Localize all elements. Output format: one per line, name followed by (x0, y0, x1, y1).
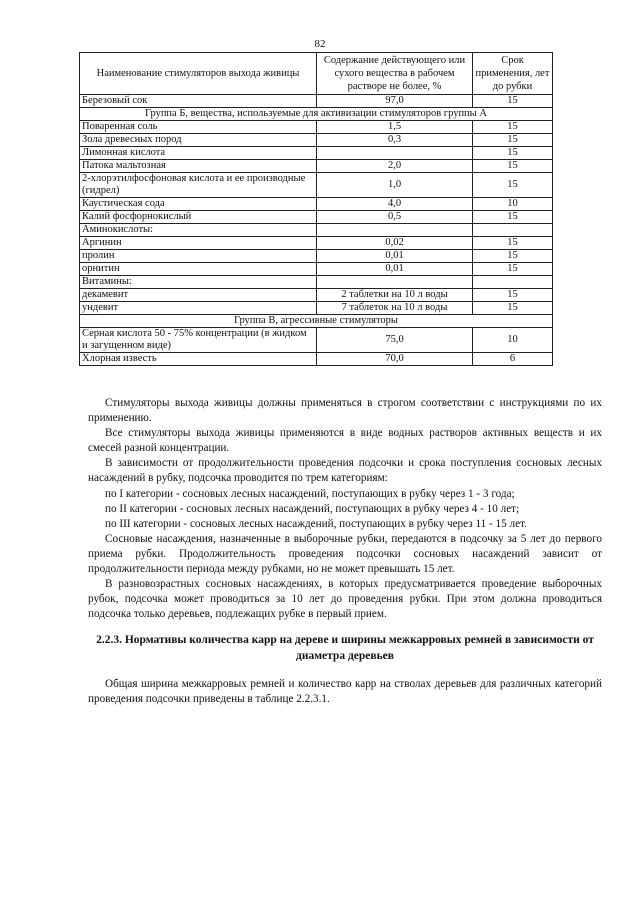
section-text-block (88, 677, 602, 707)
category-item: по II категории - сосновых лесных насаждений, поступающих в рубку через 4 - 10 лет; (105, 502, 520, 515)
section-heading: 2.2.3. Нормативы количества карр на дереве и ширины межкарровых ремней в зависимости от диаметра деревьев (96, 634, 594, 662)
cell-term: 15 (473, 289, 553, 302)
cell-term (473, 276, 553, 289)
group-label: Группа В, агрессивные стимуляторы (80, 315, 553, 328)
category-item: по I категории - сосновых лесных насаждений, поступающих в рубку через 1 - 3 года; (105, 487, 515, 500)
cell-term: 15 (473, 160, 553, 173)
cell-content: 0,3 (317, 134, 473, 147)
cell-name: декамевит (80, 289, 317, 302)
stimulators-table (79, 52, 553, 366)
table-row (80, 250, 553, 263)
cell-term (473, 224, 553, 237)
cell-content: 75,0 (317, 328, 473, 353)
table-row (80, 211, 553, 224)
cell-content: 2 таблетки на 10 л воды (317, 289, 473, 302)
header-name: Наименование стимуляторов выхода живицы (80, 53, 317, 95)
group-label: Группа Б, вещества, используемые для активизации стимуляторов группы А (80, 108, 553, 121)
cell-term: 6 (473, 353, 553, 366)
table-row (80, 121, 553, 134)
cell-content: 1,0 (317, 173, 473, 198)
table-row (80, 263, 553, 276)
table-row (80, 237, 553, 250)
table-row (80, 276, 553, 289)
cell-term: 10 (473, 198, 553, 211)
table-row (80, 134, 553, 147)
table-row (80, 289, 553, 302)
cell-name: ундевит (80, 302, 317, 315)
cell-content: 2,0 (317, 160, 473, 173)
table-row (80, 353, 553, 366)
header-content: Содержание действующего или сухого вещества в рабочем растворе не более, % (317, 53, 473, 95)
cell-name: Калий фосфорнокислый (80, 211, 317, 224)
cell-name: Витамины: (80, 276, 317, 289)
category-item: по III категории - сосновых лесных насаждений, поступающих в рубку через 11 - 15 лет. (105, 517, 527, 530)
cell-name: Аминокислоты: (80, 224, 317, 237)
table-group-row (80, 315, 553, 328)
body-text (88, 396, 602, 622)
cell-content: 7 таблеток на 10 л воды (317, 302, 473, 315)
paragraph: Все стимуляторы выхода живицы применяются в виде водных растворов активных веществ и их смесей разной концентрации. (88, 427, 602, 455)
table-row (80, 302, 553, 315)
cell-name: пролин (80, 250, 317, 263)
header-term: Срок применения, лет до рубки (473, 53, 553, 95)
cell-term: 15 (473, 263, 553, 276)
cell-term: 15 (473, 302, 553, 315)
paragraph: В разновозрастных сосновых насаждениях, в которых предусматривается проведение выборочных рубок, подсочка может проводиться за 10 лет до проведения рубки. При этом должна проводиться подсочка только деревьев, подлежащих рубке в первый прием. (88, 578, 602, 621)
cell-term: 15 (473, 237, 553, 250)
cell-name: Поваренная соль (80, 121, 317, 134)
cell-content: 4,0 (317, 198, 473, 211)
cell-term: 15 (473, 134, 553, 147)
table-row (80, 328, 553, 353)
table-row (80, 198, 553, 211)
paragraph: Общая ширина межкарровых ремней и количество карр на стволах деревьев для различных категорий проведения подсочки приведены в таблице 2.2.3.1. (88, 678, 602, 706)
paragraph: В зависимости от продолжительности проведения подсочки и срока поступления сосновых лесных насаждений в рубку, подсочка проводится по трем категориям: (88, 457, 602, 485)
cell-content: 0,02 (317, 237, 473, 250)
cell-content: 1,5 (317, 121, 473, 134)
cell-term: 15 (473, 95, 553, 108)
cell-term: 15 (473, 121, 553, 134)
cell-name: Каустическая сода (80, 198, 317, 211)
cell-name: Лимонная кислота (80, 147, 317, 160)
cell-content: 70,0 (317, 353, 473, 366)
cell-content (317, 224, 473, 237)
cell-name: Хлорная известь (80, 353, 317, 366)
cell-term: 10 (473, 328, 553, 353)
cell-name: Зола древесных пород (80, 134, 317, 147)
table-row (80, 173, 553, 198)
cell-term: 15 (473, 173, 553, 198)
paragraph: Стимуляторы выхода живицы должны применяться в строгом соответствии с инструкциями по их применению. (88, 397, 602, 425)
table-row (80, 224, 553, 237)
table-row (80, 147, 553, 160)
paragraph: Сосновые насаждения, назначенные в выборочные рубки, передаются в подсочку за 5 лет до первого приема рубки. Продолжительность проведения подсочки сосновых насаждений зависит от продолжительности периода между рубками, но не может превышать 15 лет. (88, 532, 602, 576)
cell-name: 2-хлорэтилфосфоновая кислота и ее производные (гидрел) (80, 173, 317, 198)
cell-content: 97,0 (317, 95, 473, 108)
table-row (80, 160, 553, 173)
page-number: 82 (314, 38, 326, 50)
table-row (80, 95, 553, 108)
cell-name: Березовый сок (80, 95, 317, 108)
table-group-row (80, 108, 553, 121)
cell-term: 15 (473, 147, 553, 160)
cell-term: 15 (473, 211, 553, 224)
cell-term: 15 (473, 250, 553, 263)
cell-content: 0,5 (317, 211, 473, 224)
cell-content (317, 147, 473, 160)
table-header-row (80, 53, 553, 95)
cell-name: Патока мальтозная (80, 160, 317, 173)
cell-content (317, 276, 473, 289)
cell-name: орнитин (80, 263, 317, 276)
table-body (80, 95, 553, 366)
cell-name: Серная кислота 50 - 75% концентрации (в жидком и загущенном виде) (80, 328, 317, 353)
cell-content: 0,01 (317, 263, 473, 276)
cell-name: Аргинин (80, 237, 317, 250)
cell-content: 0,01 (317, 250, 473, 263)
